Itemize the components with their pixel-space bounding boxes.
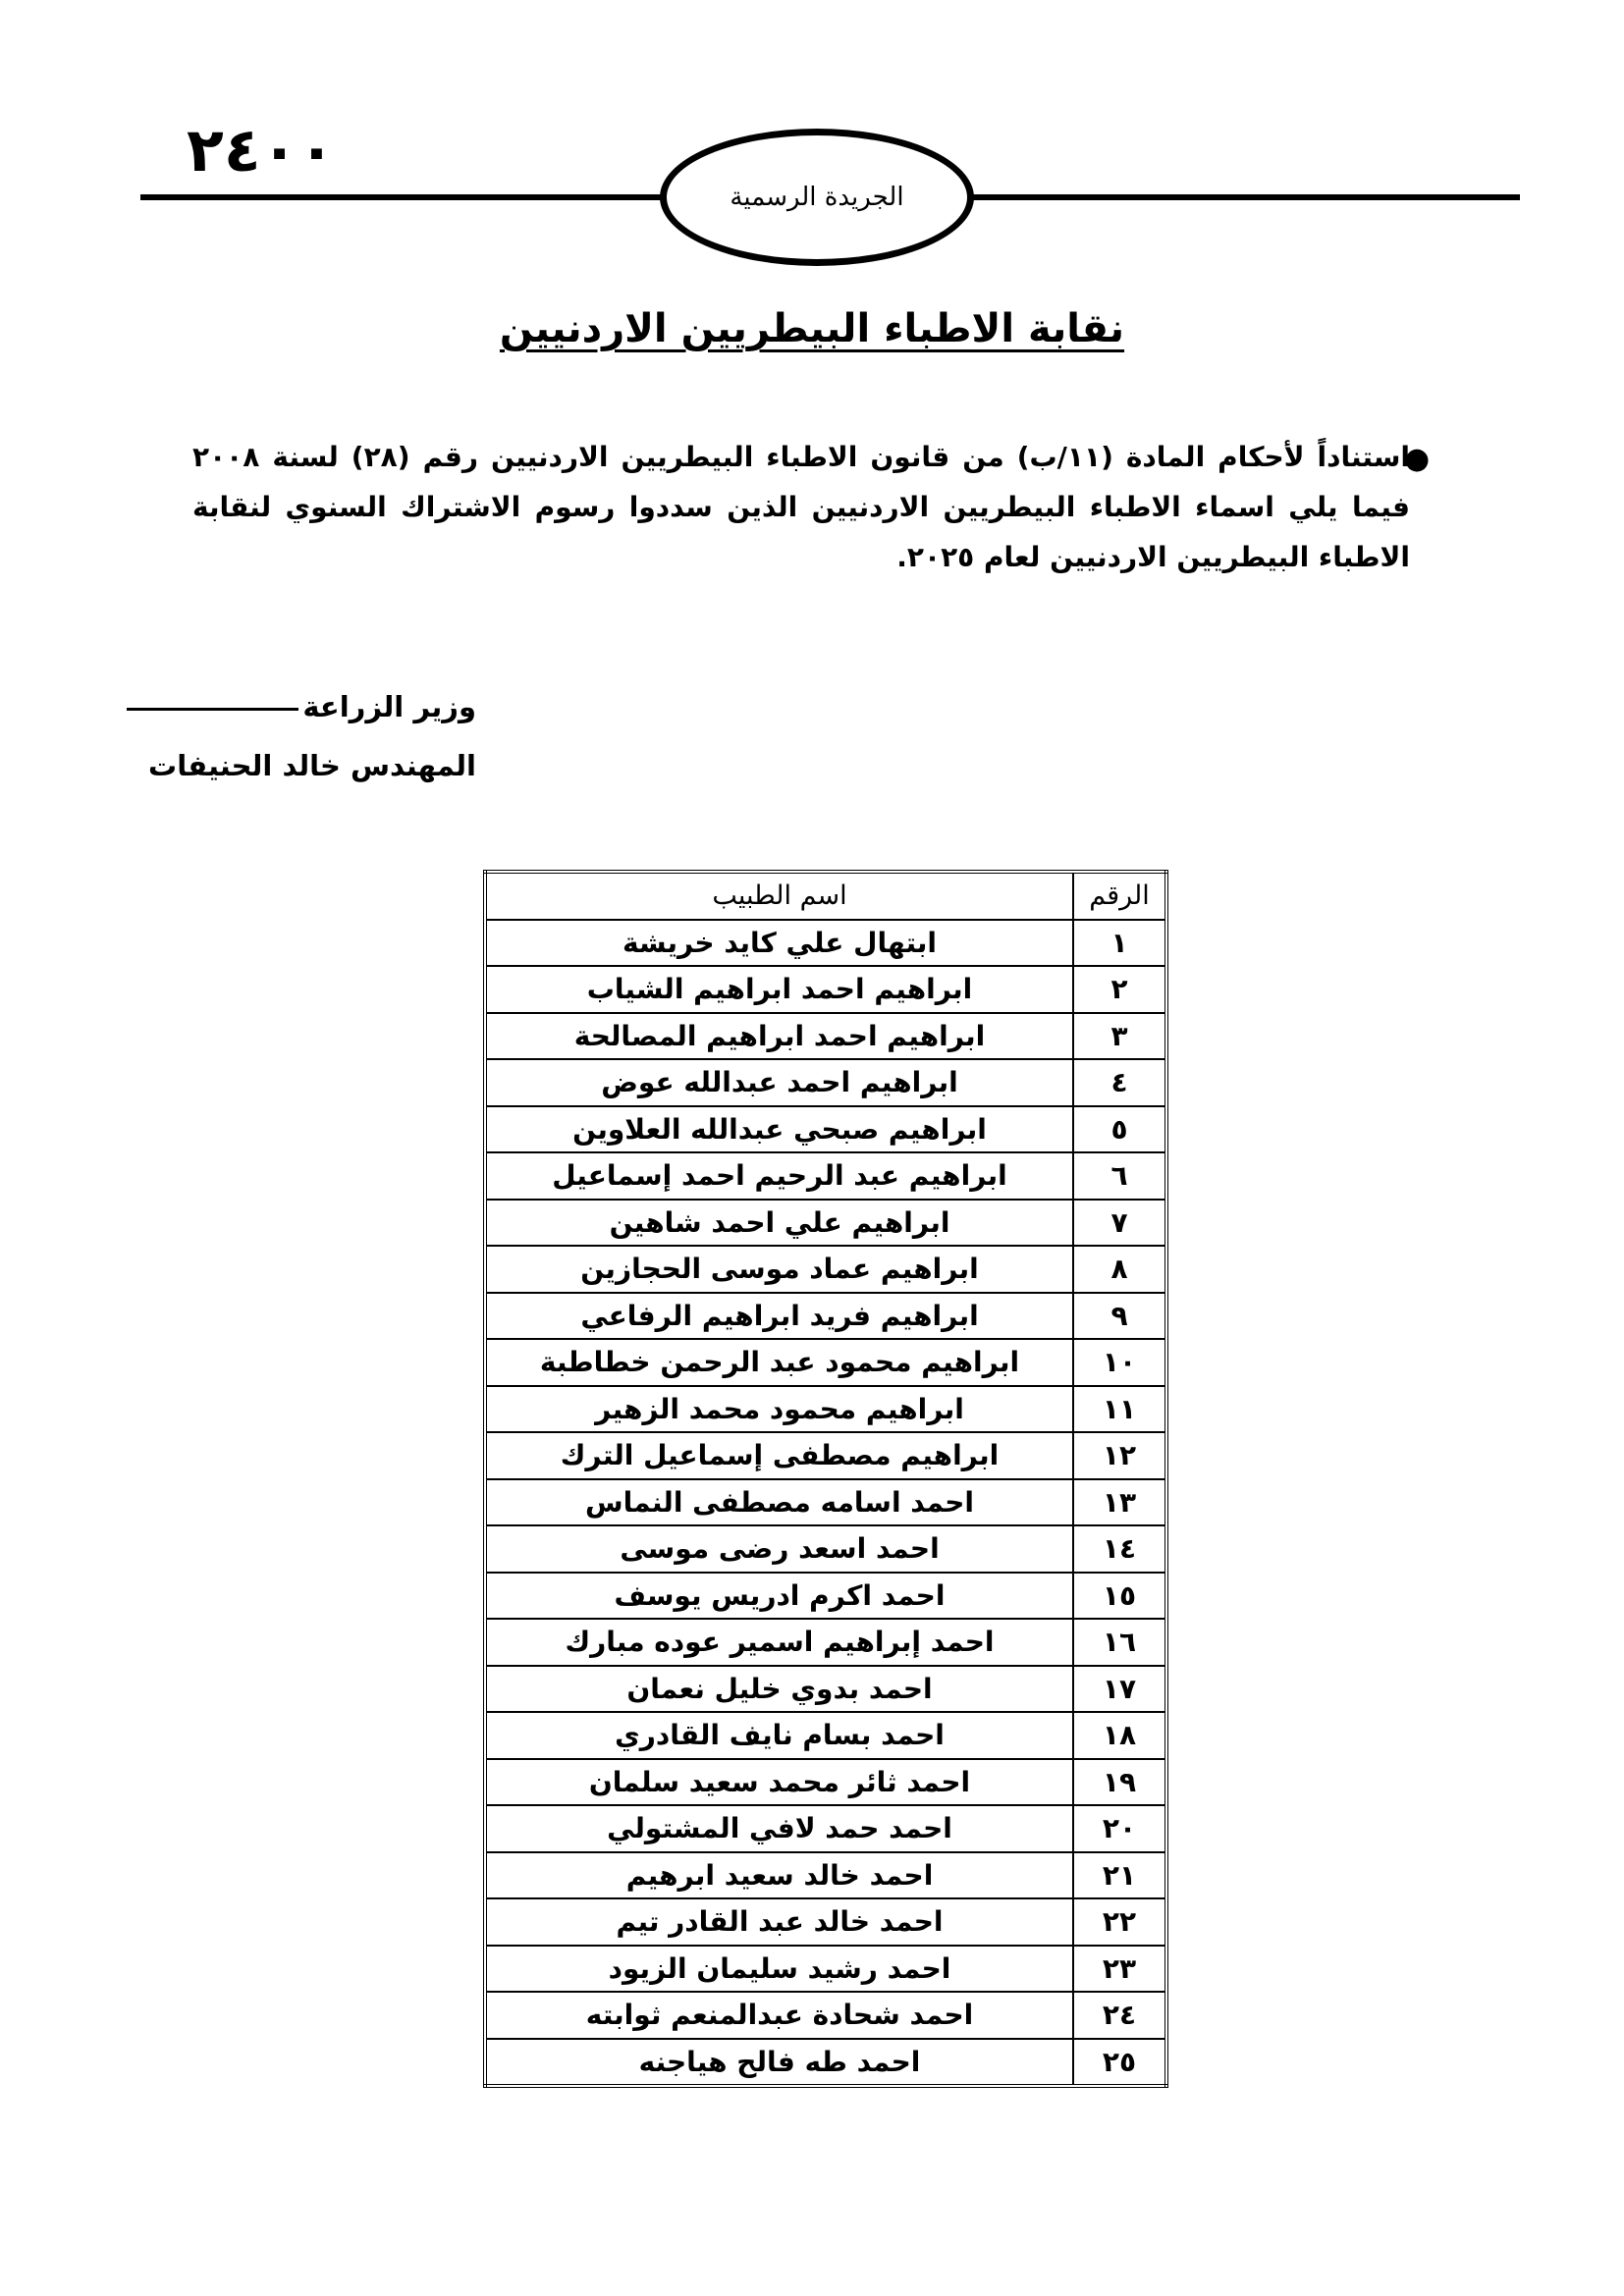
table-row [485,1246,1166,1293]
doctor-name: ابراهيم محمود عبد الرحمن خطاطبة [485,1339,1073,1386]
signatory-title-line [98,677,476,736]
table-row [485,1946,1166,1993]
row-number: ٢٣ [1073,1946,1166,1993]
row-number: ١٧ [1073,1666,1166,1713]
row-number: ٦ [1073,1152,1166,1200]
table-row [485,1666,1166,1713]
table-row [485,1059,1166,1106]
doctor-name: احمد رشيد سليمان الزيود [485,1946,1073,1993]
table-row [485,1013,1166,1060]
table-row [485,1573,1166,1620]
table-row [485,1852,1166,1899]
doctor-name: ابراهيم عماد موسى الحجازين [485,1246,1073,1293]
row-number: ٢٠ [1073,1805,1166,1852]
table-row [485,1152,1166,1200]
title-dash-rule [127,708,298,711]
page-number: ٢٤٠٠ [187,114,336,186]
row-number: ٣ [1073,1013,1166,1060]
doctor-name: ابراهيم مصطفى إسماعيل الترك [485,1432,1073,1479]
doctor-name: ابراهيم احمد عبدالله عوض [485,1059,1073,1106]
doctor-name: احمد اسامه مصطفى النماس [485,1479,1073,1526]
table-row [485,1525,1166,1573]
table-row [485,920,1166,967]
table-row [485,1992,1166,2039]
table-row [485,1805,1166,1852]
row-number: ٢٥ [1073,2039,1166,2087]
doctor-name: احمد طه فالح هياجنه [485,2039,1073,2087]
doctor-name: ابراهيم صبحي عبدالله العلاوين [485,1106,1073,1153]
publication-name-badge [660,129,974,266]
doctor-name: ابتهال علي كايد خريشة [485,920,1073,967]
row-number: ٩ [1073,1293,1166,1340]
row-number: ١١ [1073,1386,1166,1433]
row-number: ٨ [1073,1246,1166,1293]
publication-name: الجريدة الرسمية [730,183,904,212]
signature-block [98,677,476,795]
row-number: ٢٤ [1073,1992,1166,2039]
doctor-name: ابراهيم محمود محمد الزهير [485,1386,1073,1433]
signatory-name: المهندس خالد الحنيفات [148,749,476,782]
table-row [485,1200,1166,1247]
row-number: ١٤ [1073,1525,1166,1573]
table-header-row [485,872,1166,920]
table-row [485,1339,1166,1386]
document-title: نقابة الاطباء البيطريين الاردنيين [499,306,1125,351]
row-number: ٤ [1073,1059,1166,1106]
doctor-name: احمد شحادة عبدالمنعم ثوابته [485,1992,1073,2039]
doctor-name: احمد ثائر محمد سعيد سلمان [485,1759,1073,1806]
doctor-name: ابراهيم احمد ابراهيم الشياب [485,966,1073,1013]
signatory-title: وزير الزراعة [302,690,476,723]
name-column-header: اسم الطبيب [485,872,1073,920]
doctor-name: ابراهيم فريد ابراهيم الرفاعي [485,1293,1073,1340]
bullet-icon: ● [1404,442,1431,476]
doctor-name: احمد اكرم ادريس يوسف [485,1573,1073,1620]
table-row [485,1293,1166,1340]
doctor-name: ابراهيم علي احمد شاهين [485,1200,1073,1247]
table-row [485,1898,1166,1946]
row-number: ٢١ [1073,1852,1166,1899]
row-number: ٢٢ [1073,1898,1166,1946]
document-title-wrapper [0,306,1624,351]
table-row [485,1479,1166,1526]
doctor-name: احمد خالد سعيد ابرهيم [485,1852,1073,1899]
table-row [485,2039,1166,2087]
row-number: ١٦ [1073,1619,1166,1666]
table-body [485,920,1166,2087]
doctor-name: ابراهيم عبد الرحيم احمد إسماعيل [485,1152,1073,1200]
doctor-name: ابراهيم احمد ابراهيم المصالحة [485,1013,1073,1060]
table-row [485,966,1166,1013]
doctor-name: احمد بسام نايف القادري [485,1712,1073,1759]
row-number: ١٨ [1073,1712,1166,1759]
doctor-name: احمد اسعد رضى موسى [485,1525,1073,1573]
row-number: ١ [1073,920,1166,967]
row-number: ١٥ [1073,1573,1166,1620]
doctor-name: احمد خالد عبد القادر تيم [485,1898,1073,1946]
table-row [485,1712,1166,1759]
doctor-name: احمد حمد لافي المشتولي [485,1805,1073,1852]
table-row [485,1619,1166,1666]
row-number: ٥ [1073,1106,1166,1153]
row-number: ١٢ [1073,1432,1166,1479]
table-row [485,1432,1166,1479]
doctor-name: احمد إبراهيم اسمير عوده مبارك [485,1619,1073,1666]
doctors-table [483,870,1168,2088]
doctor-name: احمد بدوي خليل نعمان [485,1666,1073,1713]
row-number: ١٣ [1073,1479,1166,1526]
row-number: ١٠ [1073,1339,1166,1386]
row-number: ١٩ [1073,1759,1166,1806]
table-row [485,1386,1166,1433]
number-column-header: الرقم [1073,872,1166,920]
row-number: ٧ [1073,1200,1166,1247]
table-row [485,1106,1166,1153]
row-number: ٢ [1073,966,1166,1013]
table-row [485,1759,1166,1806]
intro-paragraph: استناداً لأحكام المادة (١١/ب) من قانون الاطباء البيطريين الاردنيين رقم (٢٨) لسنة ٢٠٠٨ فيما يلي اسماء الاطباء البيطريين الاردنيين الذين سددوا رسوم الاشتراك السنوي لنقابة الاطباء البيطريين الاردنيين لعام ٢٠٢٥. [192,441,1410,573]
